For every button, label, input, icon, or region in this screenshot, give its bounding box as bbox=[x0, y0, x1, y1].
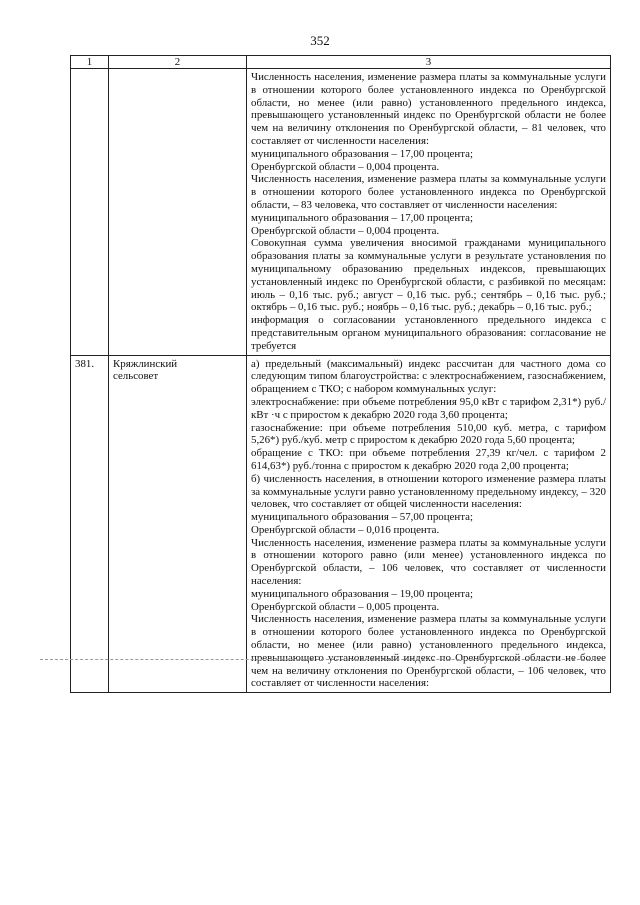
column-header-2: 2 bbox=[109, 56, 247, 69]
paragraph: электроснабжение: при объеме потребления 95,0 кВт с тарифом 2,31*) руб./кВт ·ч с приростом к декабрю 2020 года 3,60 процента; bbox=[251, 395, 606, 421]
row-number-cell bbox=[71, 69, 109, 356]
row-content-cell bbox=[247, 355, 611, 693]
paragraph: Численность населения, изменение размера платы за коммунальные услуги в отношении которого более установленного индекса по Оренбургской области, но менее (или равно) установленного предельного индекса, превышающего установленный индекс по Оренбургской области не более чем на величину отклонения по Оренбургской области, – 106 человек, что составляет от численности населения: bbox=[251, 613, 606, 690]
paragraph: Оренбургской области – 0,004 процента. bbox=[251, 224, 440, 237]
scan-divider-line bbox=[40, 659, 600, 660]
paragraph: Численность населения, изменение размера платы за коммунальные услуги в отношении которого более установленного индекса по Оренбургской области, но менее (или равно) установленного предельного индекса, превышающего установленный индекс по Оренбургской области не более чем на величину отклонения по Оренбургской области, – 81 человек, что составляет от численности населения: bbox=[251, 71, 606, 147]
row-name-cell bbox=[109, 69, 247, 356]
row-name-cell bbox=[109, 355, 247, 693]
document-table bbox=[70, 55, 611, 693]
paragraph: Совокупная сумма увеличения вносимой гражданами муниципального образования платы за коммунальные услуги в результате установления по муниципальному образованию предельных индексов, превышающих установленный индекс по Оренбургской области, с разбивкой по месяцам: июль – 0,16 тыс. руб.; август – 0,16 тыс. руб.; сентябрь – 0,16 тыс. руб.; октябрь – 0,16 тыс. руб.; ноябрь – 0,16 тыс. руб.; декабрь – 0,16 тыс. руб.; bbox=[251, 237, 606, 314]
paragraph: Оренбургской области – 0,016 процента. bbox=[251, 523, 440, 536]
paragraph: а) предельный (максимальный) индекс рассчитан для частного дома со следующим типом благоустройства: с электроснабжением, газоснабжением, обращением с ТКО; с набором коммунальных услуг: bbox=[251, 357, 606, 396]
paragraph: б) численность населения, в отношении которого изменение размера платы за коммунальные услуги равно установленному предельному индексу, – 320 человек, что составляет от общей численности населения: bbox=[251, 472, 606, 511]
row-content-cell bbox=[247, 69, 611, 356]
paragraph: обращение с ТКО: при объеме потребления 27,39 кг/чел. с тарифом 2 614,63*) руб./тонна с приростом к декабрю 2020 года 2,00 процента; bbox=[251, 447, 606, 472]
paragraph: информация о согласовании установленного предельного индекса с представительным органом муниципального образования: согласование не требуется bbox=[251, 314, 606, 352]
paragraph: газоснабжение: при объеме потребления 510,00 куб. метра, с тарифом 5,26*) руб./куб. метр с приростом к декабрю 2020 года 5,60 процента; bbox=[251, 421, 606, 447]
paragraph: Оренбургской области – 0,004 процента. bbox=[251, 160, 440, 173]
column-header-3: 3 bbox=[247, 56, 611, 69]
page-number: 352 bbox=[310, 33, 330, 48]
municipality-name-line1: Кряжлинский bbox=[113, 357, 178, 370]
table-row-381 bbox=[71, 355, 611, 693]
paragraph: муниципального образования – 17,00 процента; bbox=[251, 211, 473, 224]
table-row-continuation bbox=[71, 69, 611, 356]
paragraph: Численность населения, изменение размера платы за коммунальные услуги в отношении которого более установленного индекса по Оренбургской области, – 83 человека, что составляет от численности населения: bbox=[251, 173, 606, 211]
table-header-row bbox=[71, 56, 611, 69]
row-number-cell: 381. bbox=[71, 355, 109, 693]
column-header-1: 1 bbox=[71, 56, 109, 69]
paragraph: муниципального образования – 17,00 процента; bbox=[251, 147, 473, 160]
paragraph: муниципального образования – 57,00 процента; bbox=[251, 511, 473, 524]
municipality-name-line2: сельсовет bbox=[113, 370, 159, 383]
paragraph: Оренбургской области – 0,005 процента. bbox=[251, 600, 440, 613]
paragraph: муниципального образования – 19,00 процента; bbox=[251, 587, 473, 600]
paragraph: Численность населения, изменение размера платы за коммунальные услуги в отношении которого равно (или менее) установленного индекса по Оренбургской области, – 106 человек, что составляет от численности населения: bbox=[251, 536, 606, 588]
